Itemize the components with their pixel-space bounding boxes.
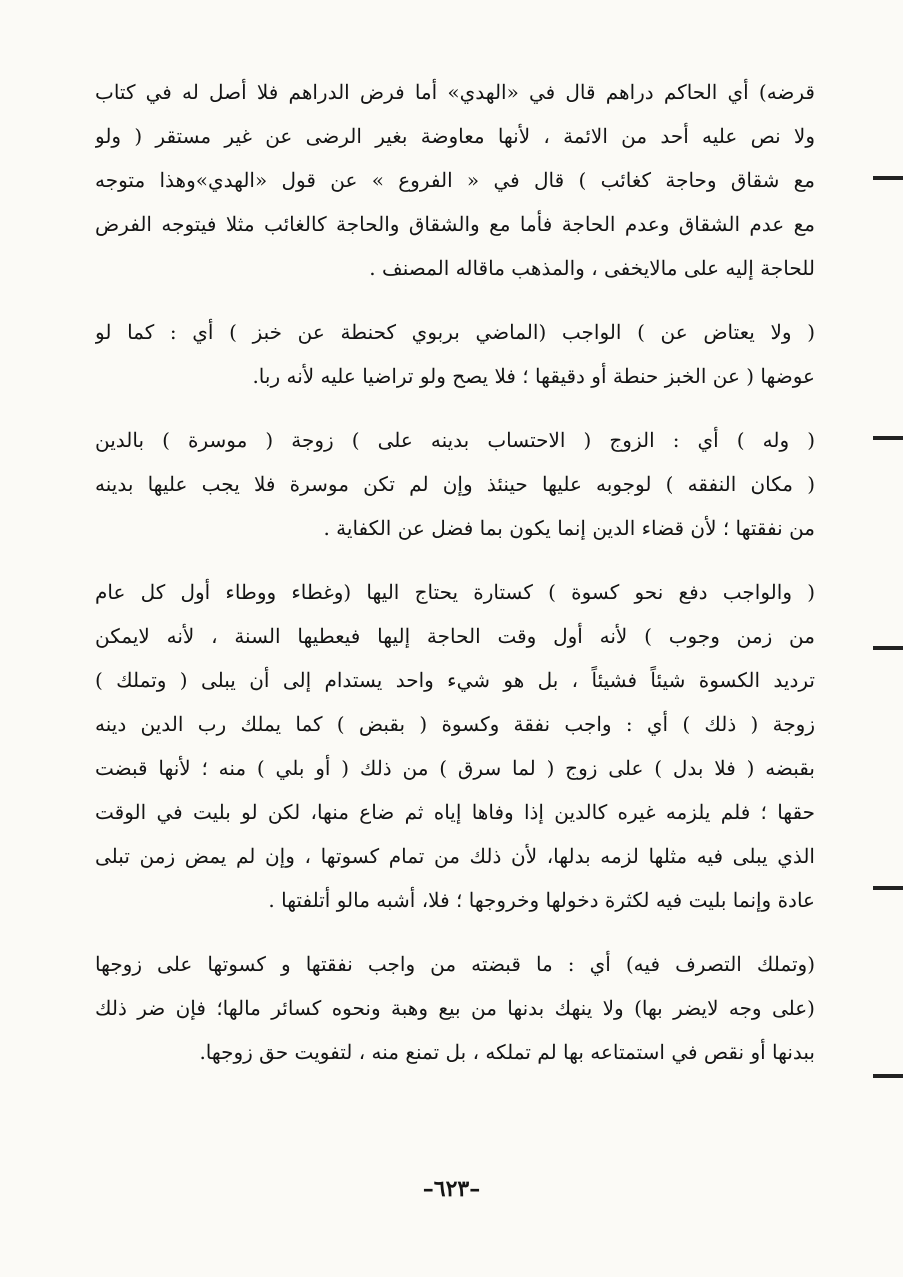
paragraph-4 [95, 570, 815, 922]
text-line: ( والواجب دفع نحو كسوة ) كستارة يحتاج اليها (وغطاء ووطاء أول كل عام [95, 580, 815, 604]
text-line: من زمن وجوب ) لأنه أول وقت الحاجة إليها فيعطيها السنة ، لأنه لايمكن [95, 624, 815, 648]
text-line: ولا نص عليه أحد من الائمة ، لأنها معاوضة بغير الرضى عن غير مستقر ( ولو [95, 124, 815, 148]
text-line: (على وجه لايضر بها) ولا ينهك بدنها من بيع وهبة ونحوه كسائر مالها؛ فإن ضر ذلك [95, 996, 815, 1020]
text-line: (وتملك التصرف فيه) أي : ما قبضته من واجب نفقتها و كسوتها على زوجها [95, 952, 815, 976]
scan-edge-mark [873, 176, 903, 180]
text-line: الذي يبلى فيه مثلها لزمه بدلها، لأن ذلك من تمام كسوتها ، وإن لم يمض زمن تبلى [95, 844, 815, 868]
scan-edge-mark [873, 886, 903, 890]
scan-edge-mark [873, 646, 903, 650]
paragraph-1 [95, 70, 815, 290]
text-line: حقها ؛ فلم يلزمه غيره كالدين إذا وفاها إياه ثم ضاع منها، لكن لو بليت في الوقت [95, 800, 815, 824]
text-line: ( وله ) أي : الزوج ( الاحتساب بدينه على ) زوجة ( موسرة ) بالدين [95, 428, 815, 452]
text-line: بقبضه ( فلا بدل ) على زوج ( لما سرق ) من ذلك ( أو بلي ) منه ؛ لأنها قبضت [95, 756, 815, 780]
text-line: مع شقاق وحاجة كغائب ) قال في « الفروع » عن قول «الهدي»وهذا متوجه [95, 168, 815, 192]
paragraph-5 [95, 942, 815, 1074]
text-line: ( ولا يعتاض عن ) الواجب (الماضي بربوي كحنطة عن خبز ) أي : كما لو [95, 320, 815, 344]
text-line: ( مكان النفقه ) لوجوبه عليها حينئذ وإن لم تكن موسرة فلا يجب عليها بدينه [95, 472, 815, 496]
paragraph-3 [95, 418, 815, 550]
text-line: للحاجة إليه على مالايخفى ، والمذهب ماقاله المصنف . [369, 256, 815, 280]
text-line: عوضها ( عن الخبز حنطة أو دقيقها ؛ فلا يصح ولو تراضيا عليه لأنه ربا. [252, 364, 815, 388]
paragraph-2 [95, 310, 815, 398]
text-line: عادة وإنما بليت فيه لكثرة دخولها وخروجها ؛ فلا، أشبه مالو أتلفتها . [268, 888, 815, 912]
text-line: ببدنها أو نقص في استمتاعه بها لم تملكه ، بل تمنع منه ، لتفويت حق زوجها. [199, 1040, 815, 1064]
scan-edge-mark [873, 1074, 903, 1078]
text-line: مع عدم الشقاق وعدم الحاجة فأما مع والشقاق والحاجة كالغائب مثلا فيتوجه الفرض [95, 212, 815, 236]
page-number: –٦٢٣– [422, 1176, 481, 1202]
document-body [95, 70, 815, 1094]
text-line: من نفقتها ؛ لأن قضاء الدين إنما يكون بما فضل عن الكفاية . [323, 516, 815, 540]
text-line: قرضه) أي الحاكم دراهم قال في «الهدي» أما فرض الدراهم فلا أصل له في كتاب [95, 80, 815, 104]
scan-edge-mark [873, 436, 903, 440]
text-line: زوجة ( ذلك ) أي : واجب نفقة وكسوة ( بقبض ) كما يملك رب الدين دينه [95, 712, 815, 736]
text-line: ترديد الكسوة شيئاً فشيئاً ، بل هو شيء واحد يستدام إلى أن يبلى ( وتملك ) [95, 668, 815, 692]
